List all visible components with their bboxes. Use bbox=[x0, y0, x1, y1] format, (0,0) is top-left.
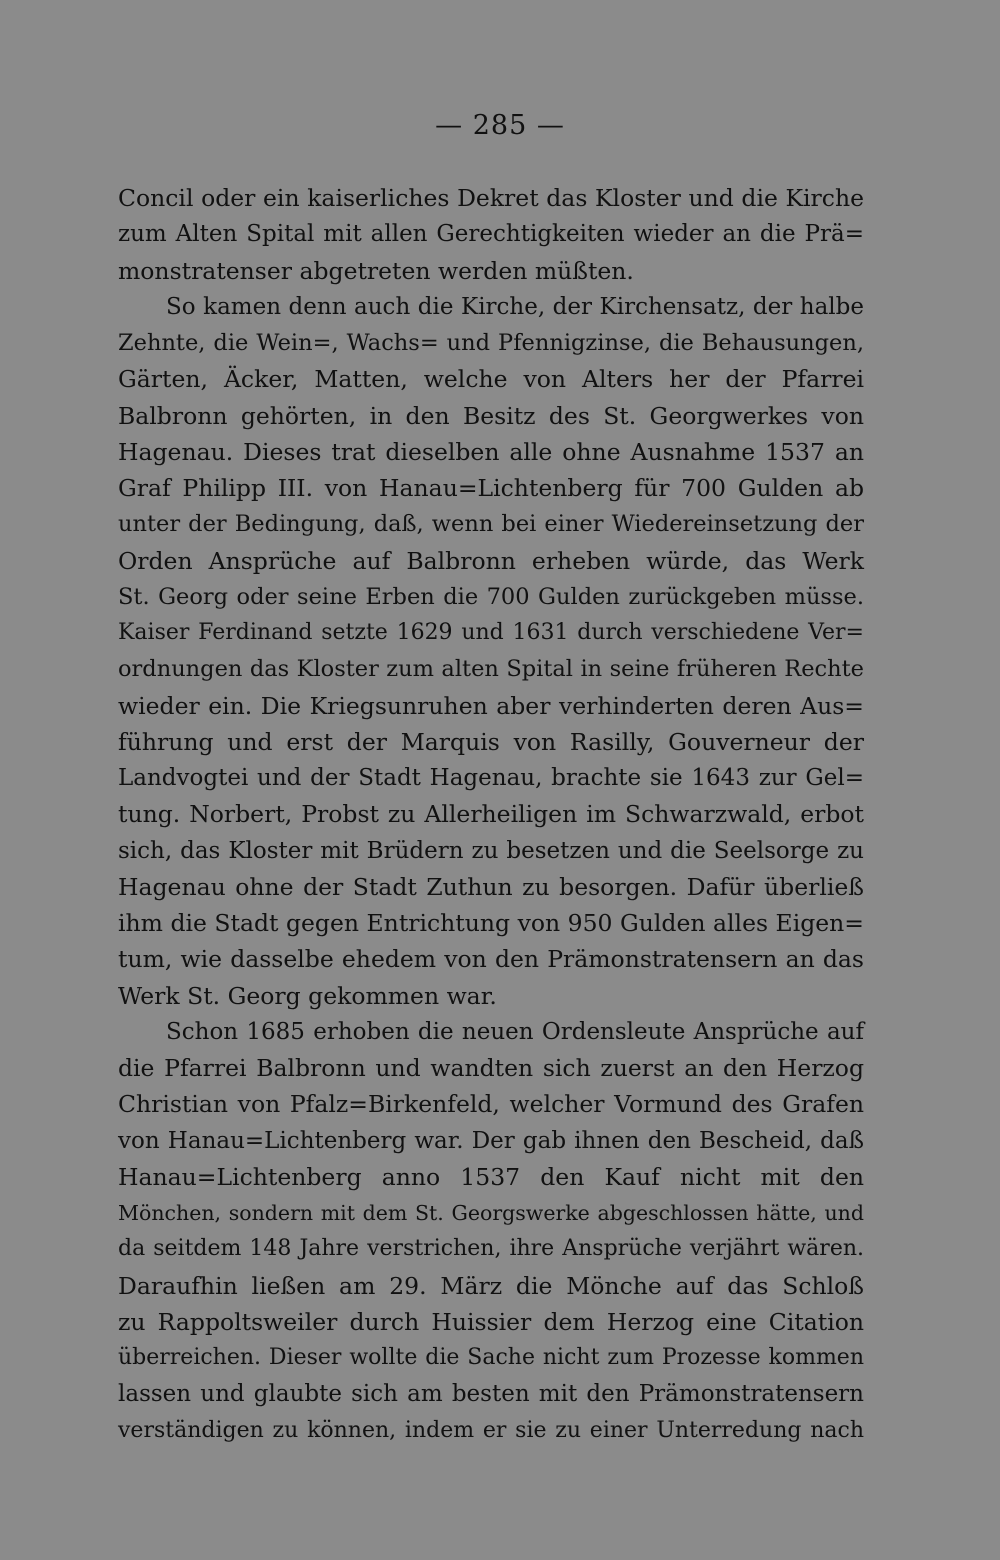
text-line: wieder ein. Die Kriegsunruhen aber verhinderten deren Aus= bbox=[118, 691, 864, 720]
text-line: Hagenau. Dieses trat dieselben alle ohne Ausnahme 1537 an bbox=[118, 437, 864, 466]
text-line: sich, das Kloster mit Brüdern zu besetzen und die Seelsorge zu bbox=[118, 837, 864, 864]
text-line: St. Georg oder seine Erben die 700 Gulden zurückgeben müsse. bbox=[118, 583, 864, 610]
text-line: tung. Norbert, Probst zu Allerheiligen im Schwarzwald, erbot bbox=[118, 800, 864, 829]
text-line: lassen und glaubte sich am besten mit den Prämonstratensern bbox=[118, 1381, 864, 1408]
text-line: unter der Bedingung, daß, wenn bei einer Wiedereinsetzung der bbox=[118, 511, 864, 538]
text-line: zum Alten Spital mit allen Gerechtigkeiten wieder an die Prä= bbox=[118, 221, 864, 248]
paragraph-start-line: So kamen denn auch die Kirche, der Kirchensatz, der halbe bbox=[166, 293, 864, 320]
text-line: Mönchen, sondern mit dem St. Georgswerke abgeschlossen hätte, und bbox=[118, 1201, 864, 1225]
text-line: ihm die Stadt gegen Entrichtung von 950 Gulden alles Eigen= bbox=[118, 909, 864, 937]
paragraph-start-line: Schon 1685 erhoben die neuen Ordensleute Ansprüche auf bbox=[166, 1018, 864, 1045]
text-line: verständigen zu können, indem er sie zu einer Unterredung nach bbox=[118, 1417, 864, 1443]
text-line: Christian von Pfalz=Birkenfeld, welcher Vormund des Grafen bbox=[118, 1090, 864, 1119]
text-line: Daraufhin ließen am 29. März die Mönche auf das Schloß bbox=[118, 1271, 864, 1300]
text-line: Gärten, Äcker, Matten, welche von Alters her der Pfarrei bbox=[118, 365, 864, 394]
text-line: ordnungen das Kloster zum alten Spital in seine früheren Rechte bbox=[118, 656, 864, 683]
text-line: Zehnte, die Wein=, Wachs= und Pfennigzinse, die Behausungen, bbox=[118, 330, 864, 356]
text-line: Kaiser Ferdinand setzte 1629 und 1631 durch verschiedene Ver= bbox=[118, 620, 864, 645]
text-line: zu Rappoltsweiler durch Huissier dem Herzog eine Citation bbox=[118, 1307, 864, 1336]
text-line: Hanau=Lichtenberg anno 1537 den Kauf nicht mit den bbox=[118, 1162, 864, 1191]
text-line: Hagenau ohne der Stadt Zuthun zu besorgen. Dafür überließ bbox=[118, 872, 864, 901]
text-line: Graf Philipp III. von Hanau=Lichtenberg für 700 Gulden ab bbox=[118, 474, 864, 502]
text-line: Orden Ansprüche auf Balbronn erheben würde, das Werk bbox=[118, 546, 864, 575]
text-line: führung und erst der Marquis von Rasilly, Gouverneur der bbox=[118, 727, 864, 756]
text-line: Concil oder ein kaiserliches Dekret das Kloster und die Kirche bbox=[118, 184, 864, 212]
text-line: Balbronn gehörten, in den Besitz des St. Georgwerkes von bbox=[118, 401, 864, 430]
text-line: überreichen. Dieser wollte die Sache nicht zum Prozesse kommen bbox=[118, 1345, 864, 1370]
text-line: die Pfarrei Balbronn und wandten sich zuerst an den Herzog bbox=[118, 1054, 864, 1082]
page-number: — 285 — bbox=[435, 110, 565, 141]
text-line: da seitdem 148 Jahre verstrichen, ihre Ansprüche verjährt wären. bbox=[118, 1236, 864, 1262]
text-line: Landvogtei und der Stadt Hagenau, brachte sie 1643 zur Gel= bbox=[118, 765, 864, 791]
text-line: monstratenser abgetreten werden müßten. bbox=[118, 256, 634, 285]
body-text bbox=[118, 180, 864, 1449]
text-line: Werk St. Georg gekommen war. bbox=[118, 981, 497, 1010]
text-line: von Hanau=Lichtenberg war. Der gab ihnen den Bescheid, daß bbox=[118, 1127, 864, 1154]
text-line: tum, wie dasselbe ehedem von den Prämonstratensern an das bbox=[118, 945, 864, 974]
